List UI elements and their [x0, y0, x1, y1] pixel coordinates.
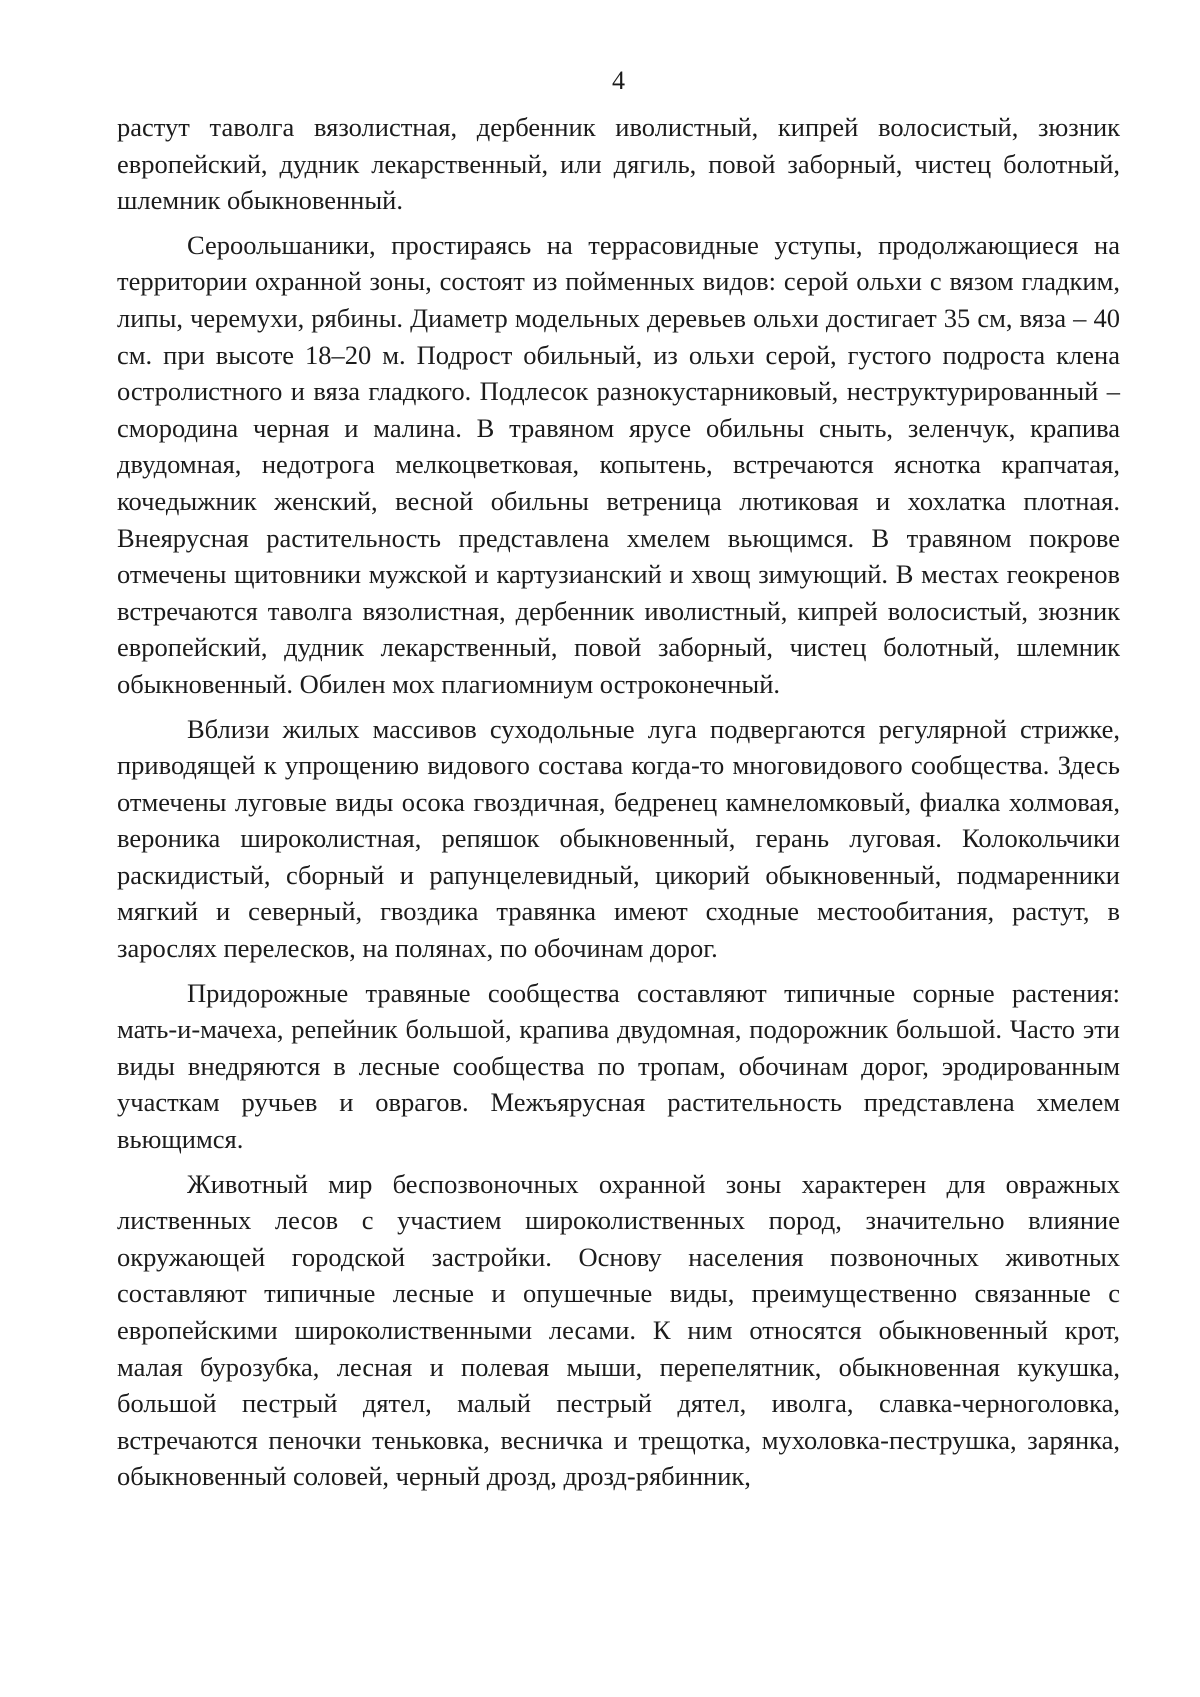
document-body — [117, 109, 1120, 1495]
page-number: 4 — [612, 66, 625, 95]
paragraph-fauna: Животный мир беспозвоночных охранной зоны характерен для овражных лиственных лесов с участием широколиственных пород, значительно влияние окружающей городской застройки. Основу населения позвоночных животных составляют типичные лесные и опушечные виды, преимущественно связанные с европейскими широколиственными лесами. К ним относятся обыкновенный крот, малая бурозубка, лесная и полевая мыши, перепелятник, обыкновенная кукушка, большой пестрый дятел, малый пестрый дятел, иволга, славка-черноголовка, встречаются пеночки теньковка, весничка и трещотка, мухоловка-пеструшка, зарянка, обыкновенный соловей, черный дрозд, дрозд-рябинник, — [117, 1168, 1120, 1492]
paragraph-meadows: Вблизи жилых массивов суходольные луга подвергаются регулярной стрижке, приводящей к упрощению видового состава когда-то многовидового сообщества. Здесь отмечены луговые виды осока гвоздичная, бедренец камнеломковый, фиалка холмовая, вероника широколистная, репяшок обыкновенный, герань луговая. Колокольчики раскидистый, сборный и рапунцелевидный, цикорий обыкновенный, подмаренники мягкий и северный, гвоздика травянка имеют сходные местообитания, растут, в зарослях перелесков, на полянах, по обочинам дорог. — [117, 713, 1120, 964]
paragraph-alder-forests: Сероольшаники, простираясь на террасовидные уступы, продолжающиеся на территории охранной зоны, состоят из пойменных видов: серой ольхи с вязом гладким, липы, черемухи, рябины. Диаметр модельных деревьев ольхи достигает 35 см, вяза – 40 см. при высоте 18–20 м. Подрост обильный, из ольхи серой, густого подроста клена остролистного и вяза гладкого. Подлесок разнокустарниковый, неструктурированный – смородина черная и малина. В травяном ярусе обильны сныть, зеленчук, крапива двудомная, недотрога мелкоцветковая, копытень, встречаются яснотка крапчатая, кочедыжник женский, весной обильны ветреница лютиковая и хохлатка плотная. Внеярусная растительность представлена хмелем вьющимся. В травяном покрове отмечены щитовники мужской и картузианский и хвощ зимующий. В местах геокренов встречаются таволга вязолистная, дербенник иволистный, кипрей волосистый, зюзник европейский, дудник лекарственный, повой заборный, чистец болотный, шлемник обыкновенный. Обилен мох плагиомниум остроконечный. — [117, 229, 1120, 699]
paragraph-continuation: растут таволга вязолистная, дербенник иволистный, кипрей волосистый, зюзник европейский, дудник лекарственный, или дягиль, повой заборный, чистец болотный, шлемник обыкновенный. — [117, 112, 1120, 216]
paragraph-roadside-communities: Придорожные травяные сообщества составляют типичные сорные растения: мать-и-мачеха, репейник большой, крапива двудомная, подорожник большой. Часто эти виды внедряются в лесные сообщества по тропам, обочинам дорог, эродированным участкам ручьев и оврагов. Межъярусная растительность представлена хмелем вьющимся. — [117, 977, 1120, 1155]
